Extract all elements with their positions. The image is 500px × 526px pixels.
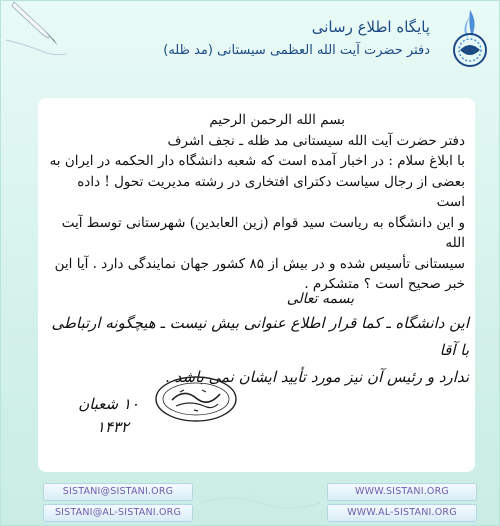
logo-icon: [446, 6, 494, 76]
answer-year: ۱۴۳۲: [96, 418, 129, 436]
question-line: بعضی از رجال سیاست دکترای افتخاری در رشته مدیریت تحول ! داده است: [77, 173, 465, 210]
question-text: [45, 110, 465, 295]
footer-website-al-sistani[interactable]: WWW.AL-SISTANI.ORG: [327, 504, 477, 522]
site-header: [0, 0, 500, 95]
handwritten-answer: [39, 288, 469, 437]
question-line: سیستانی تأسیس شده و در بیش از ۸۵ کشور جهان نمایندگی دارد . آیا این: [54, 255, 465, 272]
footer-ornament: [200, 488, 320, 518]
answer-date: ۱۰ شعبان: [78, 395, 139, 413]
answer-line: این دانشگاه ـ کما قرار اطلاع عنوانی بیش نیست ـ هیچگونه ارتباطی با آقا: [51, 314, 469, 359]
question-line: دفتر حضرت آیت الله سیستانی مد ظله ـ نجف اشرف: [167, 132, 465, 149]
official-seal: [150, 370, 242, 428]
footer-email-sistani[interactable]: SISTANI@SISTANI.ORG: [43, 483, 193, 501]
site-subtitle: دفتر حضرت آیت الله العظمی سیستانی (مد ظله): [163, 43, 430, 58]
footer-email-al-sistani[interactable]: SISTANI@AL-SISTANI.ORG: [43, 504, 193, 522]
question-line: خبر صحیح است ؟ متشکرم .: [304, 276, 465, 292]
answer-basmala: بسمه تعالی: [286, 291, 354, 307]
site-title: پایگاه اطلاع رسانی: [311, 18, 430, 36]
question-basmala: بسم الله الرحمن الرحیم: [209, 112, 345, 128]
answer-line: ندارد و رئیس آن نیز مورد تأیید ایشان نمی باشد .: [165, 368, 469, 386]
letter-card: [38, 98, 475, 472]
footer-website-sistani[interactable]: WWW.SISTANI.ORG: [327, 483, 477, 501]
question-line: با ابلاغ سلام : در اخبار آمده است که شعبه دانشگاه دار الحکمه در ایران به: [49, 153, 465, 169]
question-line: و این دانشگاه به ریاست سید قوام (زین العابدین) شهرستانی توسط آیت الله: [61, 214, 465, 251]
